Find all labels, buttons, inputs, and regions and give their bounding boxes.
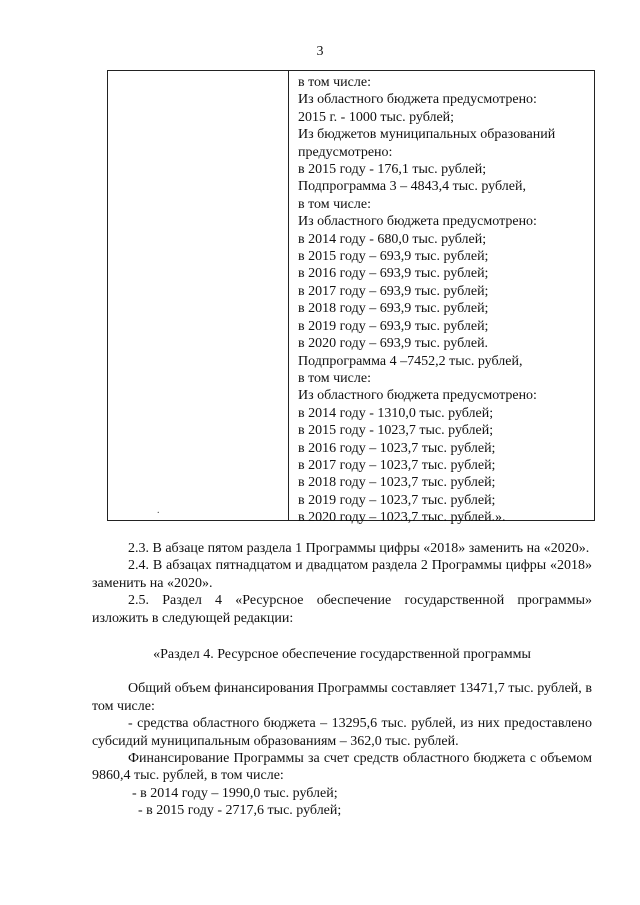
table-line: предусмотрено: — [298, 144, 393, 160]
table-line: в 2015 году - 1023,7 тыс. рублей; — [298, 423, 494, 439]
list-item: - в 2015 году - 2717,6 тыс. рублей; — [138, 803, 342, 819]
paragraph-financing-breakdown: Финансирование Программы за счет средств областного бюджета с объемом 9860,4 тыс. рублей, в том числе: — [92, 751, 592, 784]
body-text — [92, 540, 592, 820]
paragraph-2-4: 2.4. В абзацах пятнадцатом и двадцатом раздела 2 Программы цифры «2018» заменить на «2020». — [92, 558, 592, 591]
table-line: Из областного бюджета предусмотрено: — [298, 214, 537, 230]
table-line: в 2016 году – 693,9 тыс. рублей; — [298, 266, 489, 282]
margin-dot: . — [157, 505, 160, 516]
table-line: в 2015 году – 693,9 тыс. рублей; — [298, 249, 489, 265]
table-line: в 2017 году – 1023,7 тыс. рублей; — [298, 457, 496, 473]
table-line: Подпрограмма 3 – 4843,4 тыс. рублей, — [298, 179, 526, 195]
table-line: в 2019 году – 693,9 тыс. рублей; — [298, 318, 489, 334]
paragraph-regional-budget: - средства областного бюджета – 13295,6 тыс. рублей, из них предоставлено субсидий муниципальным образованиям – 362,0 тыс. рублей. — [92, 716, 592, 749]
table-line: в 2017 году – 693,9 тыс. рублей; — [298, 283, 489, 299]
table-line: в том числе: — [298, 370, 371, 386]
table-right-cell — [298, 74, 590, 527]
table-line: 2015 г. - 1000 тыс. рублей; — [298, 109, 455, 125]
table-line: в 2018 году – 693,9 тыс. рублей; — [298, 301, 489, 317]
paragraph-2-5: 2.5. Раздел 4 «Ресурсное обеспечение государственной программы» изложить в следующей редакции: — [92, 593, 592, 626]
table-line: в том числе: — [298, 75, 371, 90]
table-line: в том числе: — [298, 196, 371, 212]
section-title: «Раздел 4. Ресурсное обеспечение государственной программы — [153, 647, 531, 663]
table-line: Из областного бюджета предусмотрено: — [298, 92, 537, 108]
table-line: в 2020 году – 1023,7 тыс. рублей.». — [298, 510, 506, 526]
table-line: Из бюджетов муниципальных образований — [298, 127, 556, 143]
financing-table — [107, 70, 595, 526]
table-line: в 2020 году – 693,9 тыс. рублей. — [298, 336, 489, 352]
table-line: в 2014 году - 1310,0 тыс. рублей; — [298, 405, 494, 421]
table-line: в 2019 году – 1023,7 тыс. рублей; — [298, 492, 496, 508]
table-line: в 2015 году - 176,1 тыс. рублей; — [298, 162, 487, 178]
table-line: Подпрограмма 4 –7452,2 тыс. рублей, — [298, 353, 523, 369]
table-left-cell — [108, 71, 289, 520]
paragraph-2-3: 2.3. В абзаце пятом раздела 1 Программы цифры «2018» заменить на «2020». — [128, 541, 590, 556]
table-line: в 2014 году - 680,0 тыс. рублей; — [298, 231, 487, 247]
page-number: 3 — [316, 44, 324, 59]
table-line: в 2018 году – 1023,7 тыс. рублей; — [298, 475, 496, 491]
table-line: Из областного бюджета предусмотрено: — [298, 388, 537, 404]
list-item: - в 2014 году – 1990,0 тыс. рублей; — [132, 785, 338, 801]
table-line: в 2016 году – 1023,7 тыс. рублей; — [298, 440, 496, 456]
paragraph-total-financing: Общий объем финансирования Программы составляет 13471,7 тыс. рублей, в том числе: — [92, 681, 592, 714]
